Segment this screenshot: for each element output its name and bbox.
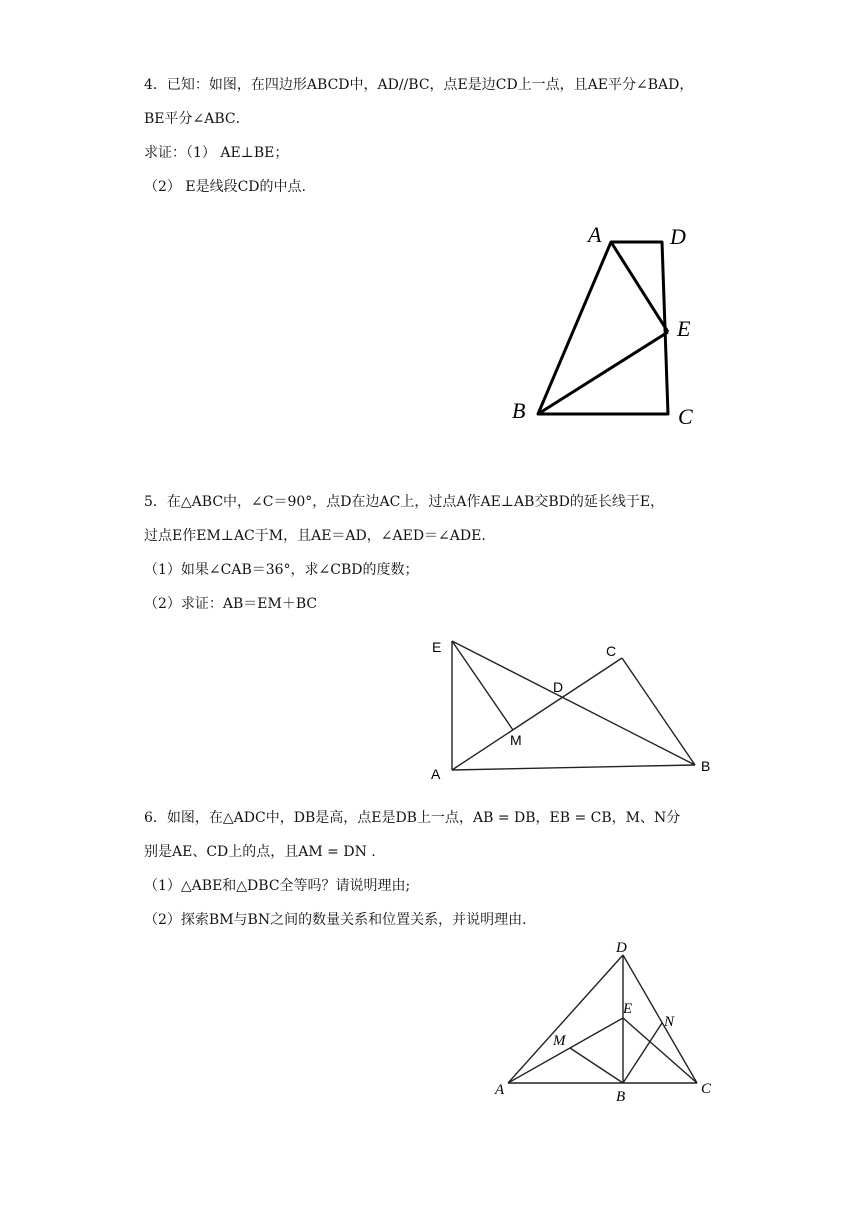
q4-line-4: （2） E是线段CD的中点. bbox=[144, 179, 306, 195]
q6-segment-dc bbox=[623, 955, 697, 1083]
q5-label-m: M bbox=[510, 732, 522, 748]
q6-label-c: C bbox=[701, 1081, 712, 1097]
q5-label-b: B bbox=[701, 758, 711, 774]
q6-line-4: （2）探索BM与BN之间的数量关系和位置关系，并说明理由. bbox=[144, 912, 527, 928]
q4-segment-be bbox=[538, 332, 668, 414]
q4-line-3: 求证：（1） AE⊥BE； bbox=[144, 145, 289, 161]
q5-line-4: （2）求证：AB＝EM＋BC bbox=[144, 596, 318, 612]
q6-label-d: D bbox=[616, 940, 627, 956]
q4-label-b: B bbox=[512, 398, 526, 423]
q4-label-a: A bbox=[588, 222, 602, 247]
q6-segment-ae bbox=[508, 1018, 623, 1083]
q4-segment-ae bbox=[611, 242, 668, 332]
q5-segment-cb bbox=[622, 658, 695, 765]
q5-line-2: 过点E作EM⊥AC于M，且AE＝AD，∠AED＝∠ADE. bbox=[144, 528, 486, 544]
q6-label-m: M bbox=[553, 1033, 566, 1049]
q5-label-d: D bbox=[553, 679, 564, 695]
q4-figure bbox=[500, 218, 710, 433]
q6-label-a: A bbox=[495, 1082, 505, 1098]
q5-line-1: 5．在△ABC中，∠C＝90°，点D在边AC上，过点A作AE⊥AB交BD的延长线于E， bbox=[144, 494, 665, 510]
q6-label-n: N bbox=[664, 1014, 675, 1030]
q6-label-b: B bbox=[616, 1089, 626, 1105]
q5-segment-ab bbox=[452, 765, 695, 770]
q4-quadrilateral bbox=[538, 242, 668, 414]
q4-label-e: E bbox=[677, 316, 691, 341]
q5-line-3: （1）如果∠CAB＝36°，求∠CBD的度数； bbox=[144, 562, 419, 578]
q5-label-a: A bbox=[431, 766, 441, 782]
q6-line-2: 别是AE、CD上的点，且AM = DN . bbox=[144, 844, 376, 860]
q4-line-2: BE平分∠ABC． bbox=[144, 111, 250, 127]
q4-label-c: C bbox=[678, 404, 693, 429]
q5-label-c: C bbox=[606, 643, 617, 659]
q6-line-3: （1）△ABE和△DBC全等吗？请说明理由; bbox=[144, 878, 411, 894]
q6-segment-ec bbox=[623, 1018, 697, 1083]
q6-segment-ad bbox=[508, 955, 623, 1083]
q6-segment-bn bbox=[623, 1023, 662, 1083]
q5-label-e: E bbox=[432, 639, 442, 655]
q6-label-e: E bbox=[623, 1001, 633, 1017]
q4-line-1: 4．已知：如图，在四边形ABCD中，AD//BC，点E是边CD上一点，且AE平分∠BAD， bbox=[144, 77, 694, 93]
q6-line-1: 6．如图，在△ADC中，DB是高，点E是DB上一点，AB = DB，EB = CB，M、N分 bbox=[144, 810, 681, 826]
q5-figure bbox=[425, 635, 725, 785]
q6-figure bbox=[490, 935, 720, 1105]
q5-segment-em bbox=[452, 641, 513, 730]
q4-label-d: D bbox=[670, 224, 686, 249]
q6-segment-mb bbox=[570, 1048, 623, 1083]
